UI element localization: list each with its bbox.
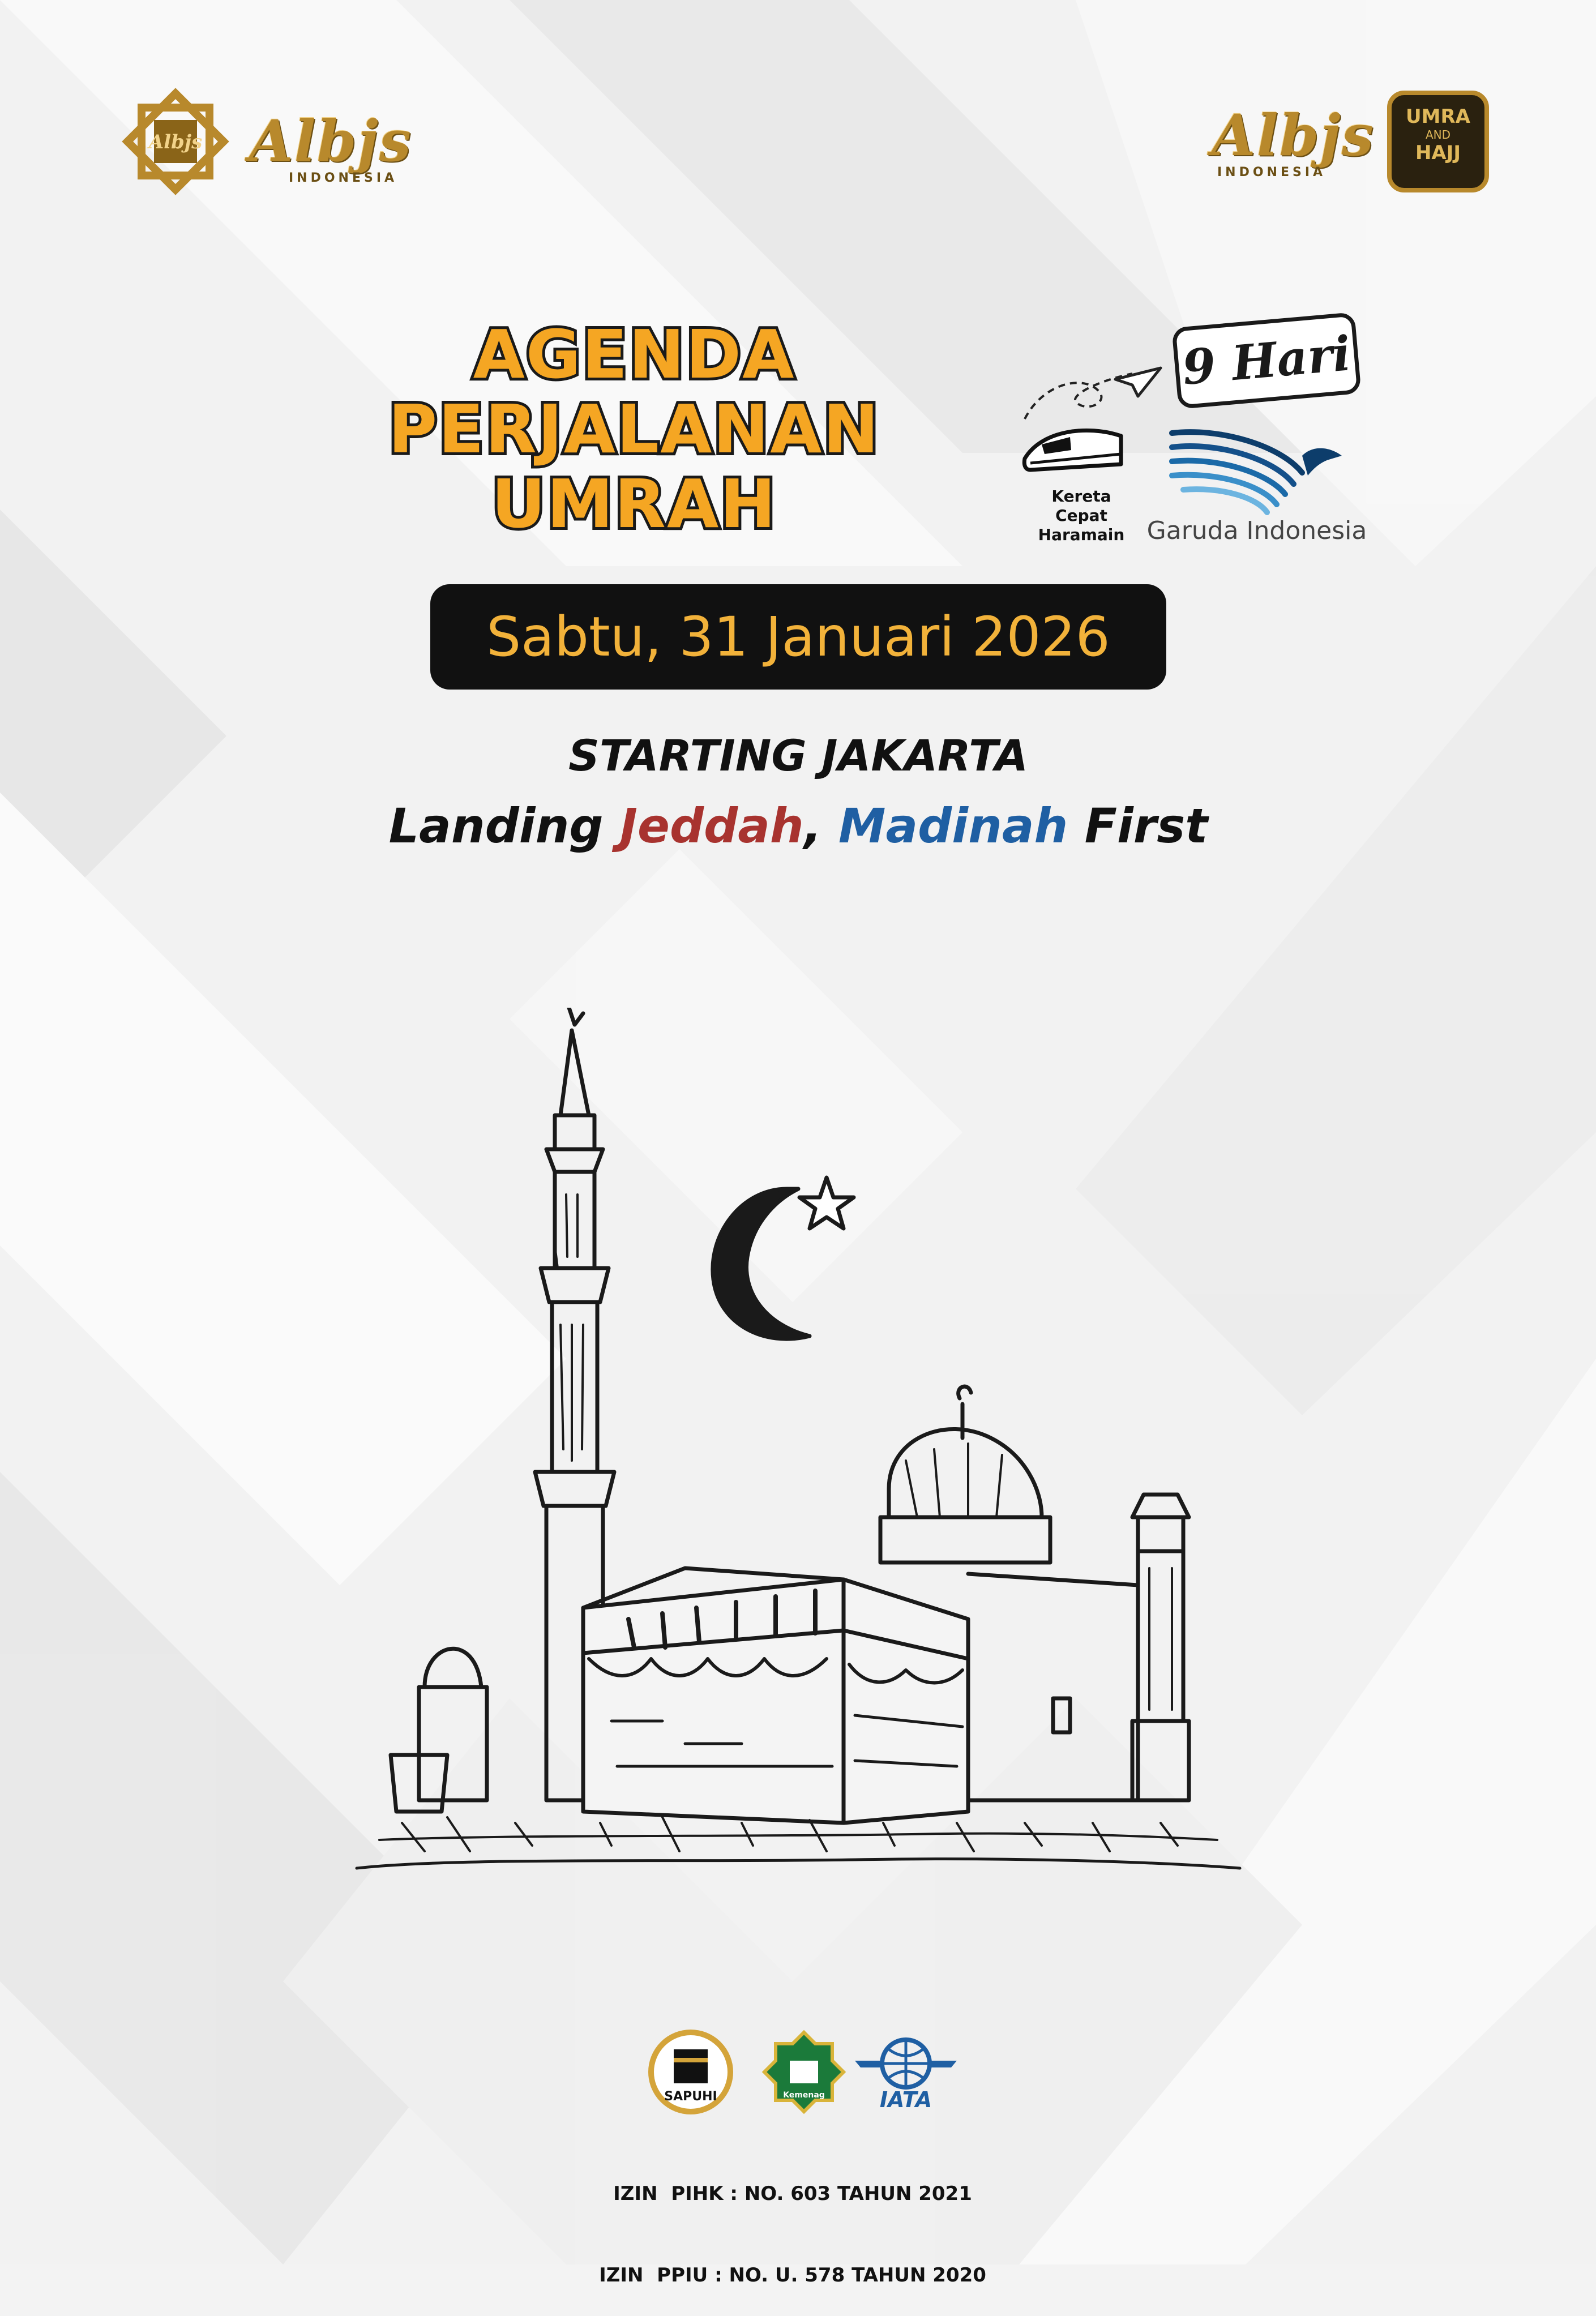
kemenag-logo-icon [759,2027,849,2117]
svg-text:Albjs: Albjs [148,131,203,153]
mecca-mosque-sketch-illustration [345,1008,1251,1913]
iata-label: IATA [879,2087,932,2112]
albis-logo-left [119,85,413,198]
license-pihk: IZIN PIHK : NO. 603 TAHUN 2021 [613,2182,972,2205]
landing-separator: , [803,798,838,854]
badge-line-3: HAJJ [1415,142,1461,164]
title-line-1: AGENDA PERJALANAN [388,315,880,468]
landing-route [260,798,1336,854]
badge-line-1: UMRA [1406,105,1470,128]
landing-city-jeddah: Jeddah [619,798,804,854]
duration-badge: 9 Hari [1171,312,1361,409]
license-ppiu: IZIN PPIU : NO. U. 578 TAHUN 2020 [599,2264,986,2287]
garuda-label: Garuda Indonesia [1146,516,1367,545]
title-line-2: UMRAH [491,465,777,543]
landing-prefix: Landing [388,798,620,854]
license-info [453,2126,1132,2316]
sapuhi-logo-icon [645,2027,736,2117]
landing-suffix: First [1068,798,1208,854]
iata-logo-icon [849,2032,962,2112]
sapuhi-label: SAPUHI [664,2090,717,2104]
albis-subtitle: INDONESIA [289,171,398,185]
kemenag-label: Kemenag [783,2091,825,2100]
albis-wordmark-right: Albjs [1212,102,1375,169]
train-icon [1019,419,1127,481]
albis-logo-right [1206,96,1375,187]
agenda-title [215,317,1053,541]
badge-line-2: AND [1425,128,1451,142]
landing-city-madinah: Madinah [838,798,1068,854]
albis-wordmark: Albjs [249,108,412,174]
starting-location: STARTING JAKARTA [568,730,1028,781]
train-label: Kereta Cepat Haramain [1038,487,1125,544]
umra-haji-badge [1387,91,1489,192]
albis-subtitle-right: INDONESIA [1217,165,1327,179]
departure-date: Sabtu, 31 Januari 2026 [430,584,1166,690]
albis-emblem-icon [119,85,232,198]
garuda-logo-icon [1166,422,1347,518]
